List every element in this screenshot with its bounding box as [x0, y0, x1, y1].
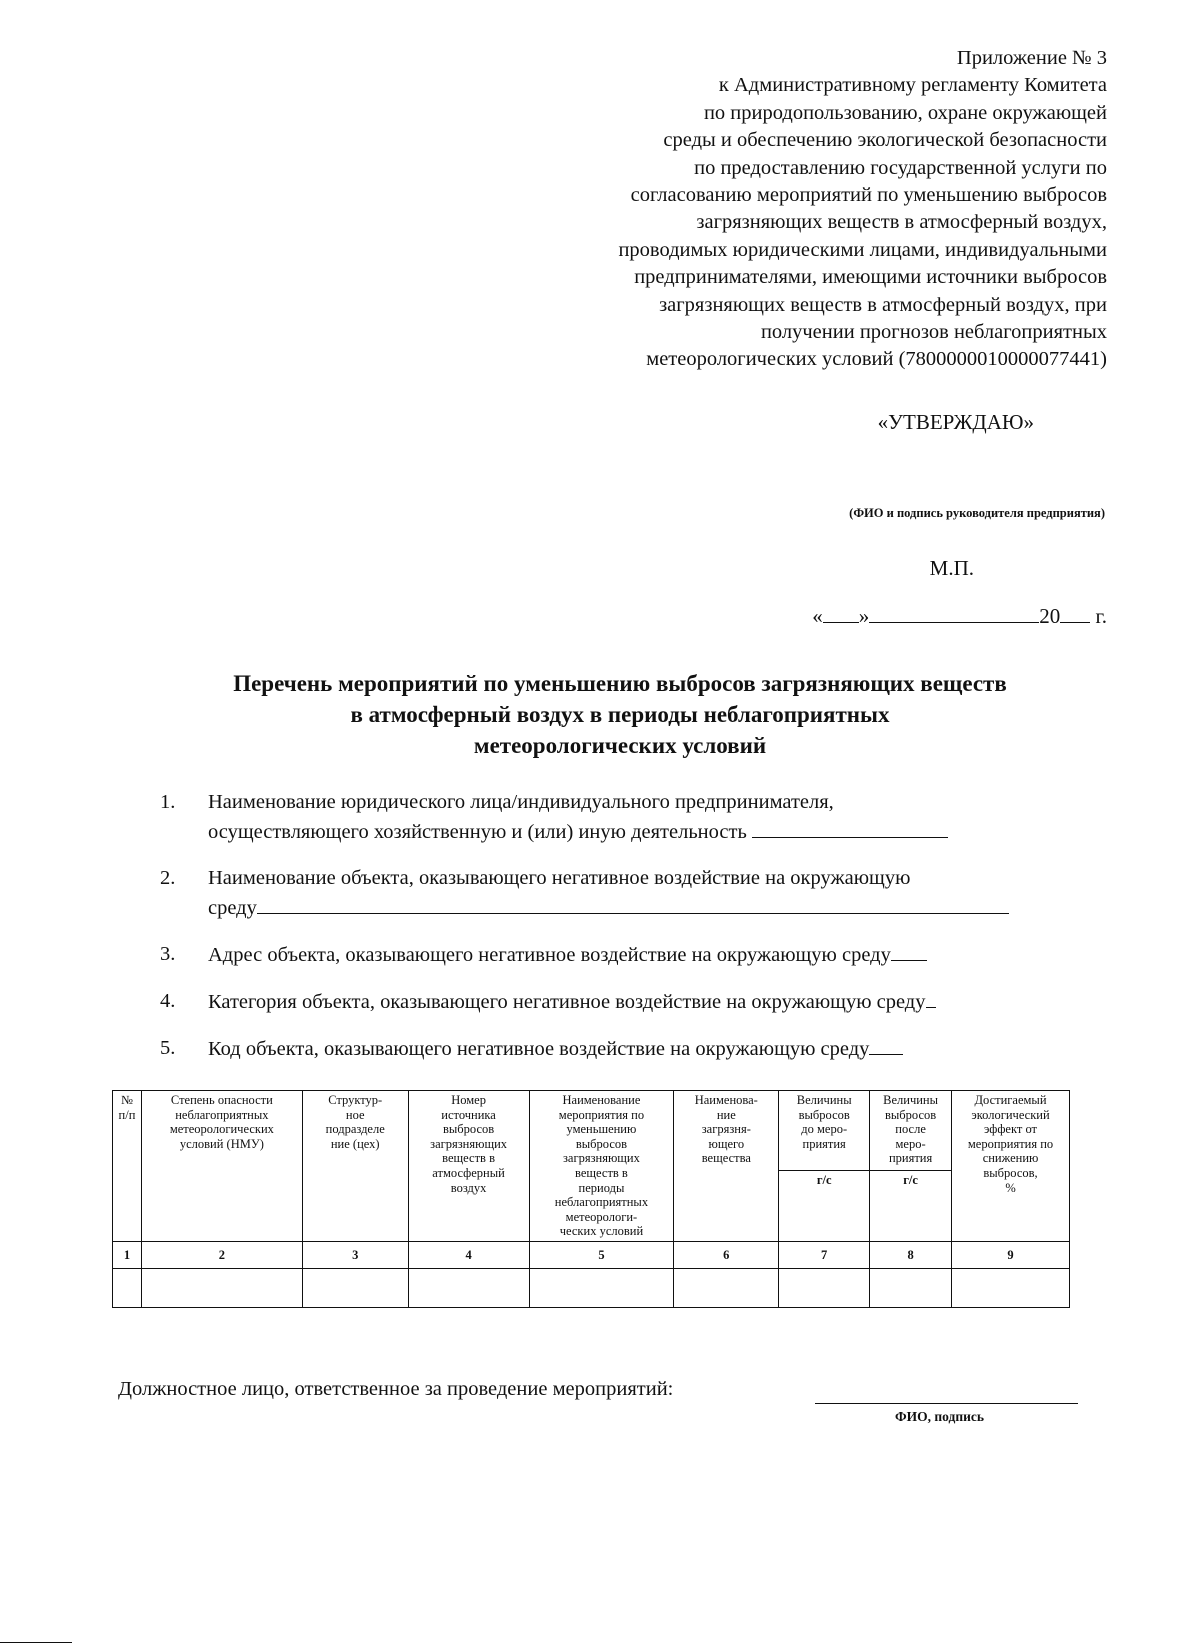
column-number: 1	[113, 1241, 142, 1268]
col-header-emission-after	[870, 1091, 952, 1171]
scan-edge-mark	[0, 1642, 72, 1643]
day-blank[interactable]	[823, 604, 859, 623]
title-line: в атмосферный воздух в периоды неблагоприятных	[350, 702, 890, 727]
header-text: Достигаемый экологический эффект от мероприятия по снижению выбросов, %	[967, 1093, 1054, 1195]
director-signature-caption: (ФИО и подпись руководителя предприятия)	[849, 506, 1105, 520]
appendix-line: получении прогнозов неблагоприятных	[760, 321, 1107, 344]
item-text: осуществляющего хозяйственную и (или) иную деятельность	[208, 821, 747, 843]
approval-date-line	[812, 604, 1107, 629]
approval-heading: «УТВЕРЖДАЮ»	[877, 410, 1034, 434]
stamp-label: М.П.	[929, 556, 974, 580]
item-text: Наименование юридического лица/индивидуального предпринимателя,	[208, 791, 834, 813]
header-text: Наименова- ние загрязня- ющего вещества	[694, 1093, 758, 1166]
col-header-source-number	[408, 1091, 529, 1242]
table-cell-input[interactable]	[408, 1268, 529, 1307]
item-text: среду	[208, 897, 257, 919]
col-header-measure-name	[529, 1091, 674, 1242]
object-name-field[interactable]	[257, 893, 1009, 914]
month-blank[interactable]	[869, 604, 1039, 623]
appendix-line: по предоставлению государственной услуги по	[694, 156, 1107, 179]
appendix-line: по природопользованию, охране окружающей	[703, 101, 1107, 124]
unit-before: г/с	[779, 1171, 870, 1242]
title-line: метеорологических условий	[473, 733, 767, 758]
col-header-number	[113, 1091, 142, 1242]
object-address-field[interactable]	[891, 940, 927, 961]
col-header-department	[302, 1091, 408, 1242]
legal-entity-name-field[interactable]	[752, 817, 948, 838]
official-signature-line[interactable]	[815, 1403, 1078, 1404]
list-item	[160, 987, 1080, 1017]
appendix-line: к Административному регламенту Комитета	[718, 74, 1107, 97]
appendix-line: Приложение № 3	[956, 47, 1107, 69]
table-cell-input[interactable]	[113, 1268, 142, 1307]
header-text: Величины выбросов до меро- приятия	[796, 1093, 852, 1151]
unit-after: г/с	[870, 1171, 952, 1242]
col-header-hazard-degree	[141, 1091, 302, 1242]
year-prefix: 20	[1039, 604, 1061, 628]
table-cell-input[interactable]	[952, 1268, 1070, 1307]
table-cell-input[interactable]	[870, 1268, 952, 1307]
header-text: Номер источника выбросов загрязняющих веществ в атмосферный воздух	[430, 1093, 508, 1195]
table-cell-input[interactable]	[674, 1268, 779, 1307]
col-header-eco-effect	[952, 1091, 1070, 1242]
object-code-field[interactable]	[869, 1034, 903, 1055]
year-suffix: г.	[1095, 604, 1107, 628]
header-text: Наименование мероприятия по уменьшению выбросов загрязняющих веществ в периоды неблагоприятных метеорологи- ческих условий	[554, 1093, 649, 1239]
item-number: 5.	[160, 1037, 176, 1059]
column-number: 3	[302, 1241, 408, 1268]
document-title	[120, 668, 1120, 761]
table-cell-input[interactable]	[302, 1268, 408, 1307]
info-list	[160, 788, 1080, 1081]
date-quote-close: »	[858, 604, 870, 628]
year-blank[interactable]	[1060, 604, 1090, 623]
appendix-line: проводимых юридическими лицами, индивидуальными	[618, 238, 1107, 261]
appendix-line: согласованию мероприятий по уменьшению выбросов	[630, 184, 1107, 207]
list-item	[160, 788, 1080, 847]
table-row	[113, 1268, 1070, 1307]
item-number: 4.	[160, 990, 176, 1012]
object-category-field[interactable]	[926, 987, 936, 1008]
table-cell-input[interactable]	[779, 1268, 870, 1307]
column-number: 4	[408, 1241, 529, 1268]
appendix-line: загрязняющих веществ в атмосферный воздух,	[696, 211, 1107, 234]
item-text: Наименование объекта, оказывающего негативное воздействие на окружающую	[208, 867, 911, 889]
responsible-official-label: Должностное лицо, ответственное за проведение мероприятий:	[118, 1378, 674, 1400]
header-text: № п/п	[118, 1093, 136, 1122]
table-cell-input[interactable]	[141, 1268, 302, 1307]
header-text: Величины выбросов после меро- приятия	[883, 1093, 939, 1166]
item-number: 2.	[160, 867, 176, 889]
list-item	[160, 940, 1080, 970]
item-text: Код объекта, оказывающего негативное воздействие на окружающую среду	[208, 1038, 870, 1060]
column-number: 9	[952, 1241, 1070, 1268]
col-header-emission-before	[779, 1091, 870, 1171]
header-text: Структур- ное подразделе ние (цех)	[325, 1093, 385, 1151]
header-text: Степень опасности неблагоприятных метеорологических условий (НМУ)	[169, 1093, 274, 1151]
measures-table	[112, 1090, 1070, 1308]
column-numbers-row	[113, 1241, 1070, 1268]
appendix-line: предпринимателями, имеющими источники выбросов	[634, 266, 1107, 289]
appendix-header	[618, 45, 1107, 374]
column-number: 7	[779, 1241, 870, 1268]
column-number: 5	[529, 1241, 674, 1268]
item-text: Адрес объекта, оказывающего негативное воздействие на окружающую среду	[208, 944, 891, 966]
appendix-line: метеорологических условий (7800000010000077441)	[646, 348, 1107, 371]
list-item	[160, 1034, 1080, 1064]
column-number: 8	[870, 1241, 952, 1268]
item-number: 1.	[160, 791, 176, 813]
title-line: Перечень мероприятий по уменьшению выбросов загрязняющих веществ	[233, 671, 1007, 696]
appendix-line: среды и обеспечению экологической безопасности	[663, 129, 1107, 152]
item-text: Категория объекта, оказывающего негативное воздействие на окружающую среду	[208, 991, 926, 1013]
item-number: 3.	[160, 943, 176, 965]
list-item	[160, 864, 1080, 923]
col-header-pollutant-name	[674, 1091, 779, 1242]
date-quote-open: «	[812, 604, 823, 628]
column-number: 6	[674, 1241, 779, 1268]
column-number: 2	[141, 1241, 302, 1268]
table-cell-input[interactable]	[529, 1268, 674, 1307]
appendix-line: загрязняющих веществ в атмосферный воздух, при	[659, 293, 1107, 316]
table-header-row	[113, 1091, 1070, 1171]
official-signature-caption: ФИО, подпись	[895, 1409, 985, 1424]
